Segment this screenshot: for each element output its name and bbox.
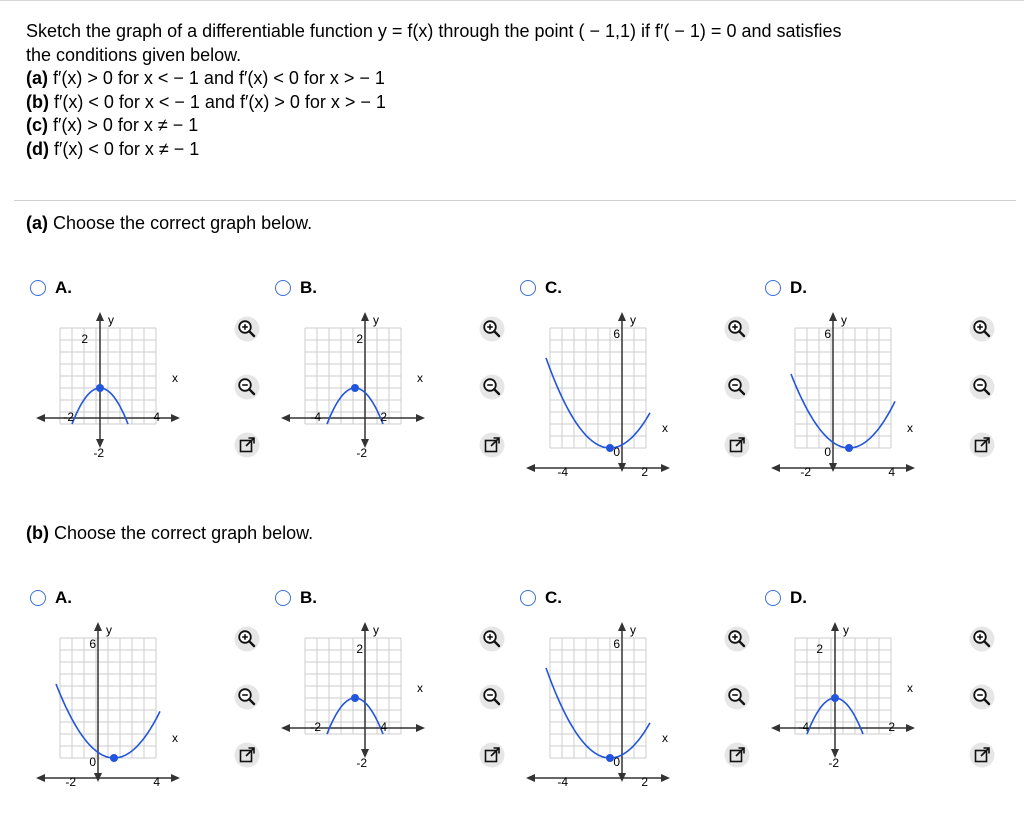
tick-label: 4 [888, 465, 895, 479]
zoom-in-icon[interactable] [479, 316, 505, 342]
tick-label: 4 [153, 775, 160, 789]
tick-label: -2 [310, 720, 321, 734]
axis-label-x: x [172, 371, 178, 385]
tick-label: 6 [613, 637, 620, 651]
condition-tag: (c) [26, 115, 48, 135]
radio-button[interactable] [765, 280, 781, 296]
open-new-window-icon[interactable] [724, 742, 750, 768]
critical-point [351, 384, 359, 392]
x-axis-arrow-left [526, 774, 535, 782]
tick-label: 4 [380, 720, 387, 734]
axis-label-y: y [373, 313, 379, 327]
open-new-window-icon[interactable] [479, 432, 505, 458]
zoom-out-icon[interactable] [479, 374, 505, 400]
tick-label: 2 [380, 410, 387, 424]
zoom-in-icon[interactable] [969, 316, 995, 342]
option-label[interactable]: D. [790, 588, 807, 607]
axis-label-x: x [417, 681, 423, 695]
x-axis-arrow-right [171, 774, 180, 782]
radio-button[interactable] [520, 280, 536, 296]
tick-label: 4 [153, 410, 160, 424]
part-tag: (b) [26, 523, 49, 543]
zoom-in-icon[interactable] [724, 626, 750, 652]
condition-a [26, 67, 1016, 91]
zoom-out-icon[interactable] [969, 684, 995, 710]
zoom-in-icon[interactable] [234, 316, 260, 342]
y-axis-arrow-up [361, 622, 369, 631]
option-label[interactable]: B. [300, 278, 317, 297]
axis-label-y: y [843, 623, 849, 637]
condition-text: f′(x) > 0 for x ≠ − 1 [48, 115, 199, 135]
tick-label: -2 [356, 446, 367, 460]
open-new-window-icon[interactable] [234, 742, 260, 768]
tick-label: 6 [89, 637, 96, 651]
tick-label: 2 [641, 465, 648, 479]
y-axis-arrow-up [829, 312, 837, 321]
open-new-window-icon[interactable] [724, 432, 750, 458]
tick-label: 0 [613, 445, 620, 459]
open-new-window-icon[interactable] [969, 742, 995, 768]
axis-label-x: x [662, 421, 668, 435]
radio-button[interactable] [275, 590, 291, 606]
tick-label: 0 [824, 445, 831, 459]
question-text [26, 20, 1016, 161]
question-intro-line2: the conditions given below. [26, 44, 242, 65]
x-axis-arrow-left [771, 464, 780, 472]
critical-point [96, 384, 104, 392]
tick-label: -2 [93, 446, 104, 460]
section-divider [14, 200, 1016, 201]
tick-label: -4 [798, 720, 809, 734]
critical-point [351, 694, 359, 702]
radio-button[interactable] [30, 590, 46, 606]
graph-grid [795, 328, 891, 448]
x-axis-arrow-right [906, 724, 915, 732]
y-axis-arrow-up [94, 622, 102, 631]
tick-label: -4 [310, 410, 321, 424]
axis-label-y: y [841, 313, 847, 327]
open-new-window-icon[interactable] [969, 432, 995, 458]
y-axis-arrow-up [831, 622, 839, 631]
tick-label: -4 [557, 465, 568, 479]
option-label[interactable]: A. [55, 278, 72, 297]
part-a-title [26, 213, 312, 234]
tick-label: 2 [641, 775, 648, 789]
x-axis-arrow-left [526, 464, 535, 472]
option-label[interactable]: C. [545, 588, 562, 607]
radio-button[interactable] [275, 280, 291, 296]
tick-label: 0 [613, 755, 620, 769]
graph-grid [550, 638, 646, 758]
x-axis-arrow-right [661, 464, 670, 472]
condition-text: f′(x) < 0 for x < − 1 and f′(x) > 0 for x > − 1 [48, 91, 386, 112]
condition-tag: (d) [26, 138, 49, 159]
y-axis-arrow-up [361, 312, 369, 321]
axis-label-x: x [172, 731, 178, 745]
function-graph [30, 620, 200, 820]
zoom-out-icon[interactable] [724, 374, 750, 400]
x-axis-arrow-left [771, 724, 780, 732]
zoom-out-icon[interactable] [479, 684, 505, 710]
tick-label: -2 [800, 465, 811, 479]
tick-label: 6 [824, 327, 831, 341]
condition-tag: (a) [26, 68, 48, 88]
condition-b [26, 91, 1016, 115]
x-axis-arrow-left [36, 414, 45, 422]
function-graph [275, 620, 445, 820]
x-axis-arrow-left [281, 724, 290, 732]
tick-label: -2 [63, 410, 74, 424]
open-new-window-icon[interactable] [234, 432, 260, 458]
graph-grid [60, 638, 156, 758]
option-label[interactable]: C. [545, 278, 562, 297]
x-axis-arrow-left [281, 414, 290, 422]
tick-label: -2 [828, 756, 839, 770]
zoom-out-icon[interactable] [724, 684, 750, 710]
function-graph [765, 620, 935, 820]
option-label[interactable]: A. [55, 588, 72, 607]
graph-grid [60, 328, 156, 424]
critical-point [831, 694, 839, 702]
axis-label-x: x [907, 421, 913, 435]
axis-label-x: x [417, 371, 423, 385]
option-label[interactable]: D. [790, 278, 807, 297]
tick-label: -2 [356, 756, 367, 770]
tick-label: 2 [356, 642, 363, 656]
tick-label: 2 [81, 332, 88, 346]
function-graph [765, 310, 935, 510]
condition-c [26, 114, 1016, 138]
tick-label: 2 [888, 720, 895, 734]
condition-tag: (b) [26, 91, 49, 112]
condition-text: f′(x) > 0 for x < − 1 and f′(x) < 0 for x > − 1 [48, 68, 385, 88]
tick-label: 2 [816, 642, 823, 656]
x-axis-arrow-left [36, 774, 45, 782]
x-axis-arrow-right [416, 414, 425, 422]
axis-label-x: x [662, 731, 668, 745]
y-axis-arrow-up [96, 312, 104, 321]
top-border [0, 0, 1024, 1]
axis-label-y: y [373, 623, 379, 637]
question-intro-line1: Sketch the graph of a differentiable function y = f(x) through the point ( − 1,1) if f′( − 1) = 0 and satisfies [26, 21, 842, 41]
function-graph [520, 620, 690, 820]
part-tag: (a) [26, 213, 48, 233]
radio-button[interactable] [30, 280, 46, 296]
x-axis-arrow-right [906, 464, 915, 472]
x-axis-arrow-right [416, 724, 425, 732]
graph-grid [550, 328, 646, 448]
axis-label-y: y [106, 623, 112, 637]
radio-button[interactable] [520, 590, 536, 606]
part-title-text: Choose the correct graph below. [48, 213, 313, 233]
zoom-in-icon[interactable] [969, 626, 995, 652]
radio-button[interactable] [765, 590, 781, 606]
tick-label: -2 [65, 775, 76, 789]
function-graph [520, 310, 690, 510]
critical-point [110, 754, 118, 762]
critical-point [845, 444, 853, 452]
y-axis-arrow-up [618, 312, 626, 321]
graph-grid [795, 638, 891, 734]
axis-label-x: x [907, 681, 913, 695]
tick-label: -4 [557, 775, 568, 789]
y-axis-arrow-up [618, 622, 626, 631]
zoom-in-icon[interactable] [234, 626, 260, 652]
axis-label-y: y [108, 313, 114, 327]
zoom-in-icon[interactable] [724, 316, 750, 342]
part-b-title [26, 523, 313, 544]
axis-label-y: y [630, 623, 636, 637]
part-title-text: Choose the correct graph below. [48, 523, 314, 543]
zoom-in-icon[interactable] [479, 626, 505, 652]
tick-label: 6 [613, 327, 620, 341]
function-graph [275, 310, 445, 510]
zoom-out-icon[interactable] [234, 374, 260, 400]
condition-text: f′(x) < 0 for x ≠ − 1 [48, 138, 200, 159]
zoom-out-icon[interactable] [234, 684, 260, 710]
x-axis-arrow-right [661, 774, 670, 782]
tick-label: 2 [356, 332, 363, 346]
axis-label-y: y [630, 313, 636, 327]
function-graph [30, 310, 200, 510]
x-axis-arrow-right [171, 414, 180, 422]
option-label[interactable]: B. [300, 588, 317, 607]
zoom-out-icon[interactable] [969, 374, 995, 400]
tick-label: 0 [89, 755, 96, 769]
open-new-window-icon[interactable] [479, 742, 505, 768]
condition-d [26, 138, 1016, 162]
